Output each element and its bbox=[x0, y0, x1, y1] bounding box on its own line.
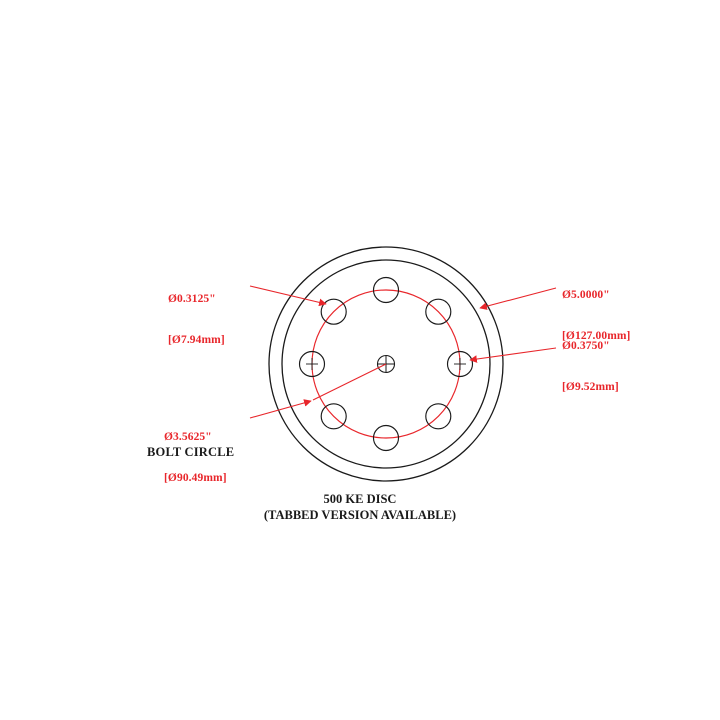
outer-diameter-inch: Ø5.0000" bbox=[562, 289, 610, 301]
bolt-circle-radius-line bbox=[313, 364, 386, 400]
leader-outer-diameter bbox=[480, 288, 556, 308]
leader-large-hole bbox=[470, 348, 556, 360]
bolt-circle-label: BOLT CIRCLE bbox=[147, 445, 235, 459]
part-name-caption: 500 KE DISC bbox=[323, 492, 397, 506]
bolt-circle-metric: [Ø90.49mm] bbox=[164, 471, 227, 484]
large-hole-metric: [Ø9.52mm] bbox=[562, 380, 619, 393]
outer-diameter-metric: [Ø127.00mm] bbox=[562, 329, 631, 342]
large-hole-inch: Ø0.3750" bbox=[562, 340, 610, 352]
annotation-large-hole bbox=[562, 313, 619, 421]
small-hole-inch: Ø0.3125" bbox=[168, 293, 216, 305]
annotation-small-hole bbox=[168, 266, 225, 374]
bolt-circle-inch: Ø3.5625" bbox=[164, 431, 212, 443]
small-hole-metric: [Ø7.94mm] bbox=[168, 333, 225, 346]
part-note-caption: (TABBED VERSION AVAILABLE) bbox=[263, 508, 457, 522]
